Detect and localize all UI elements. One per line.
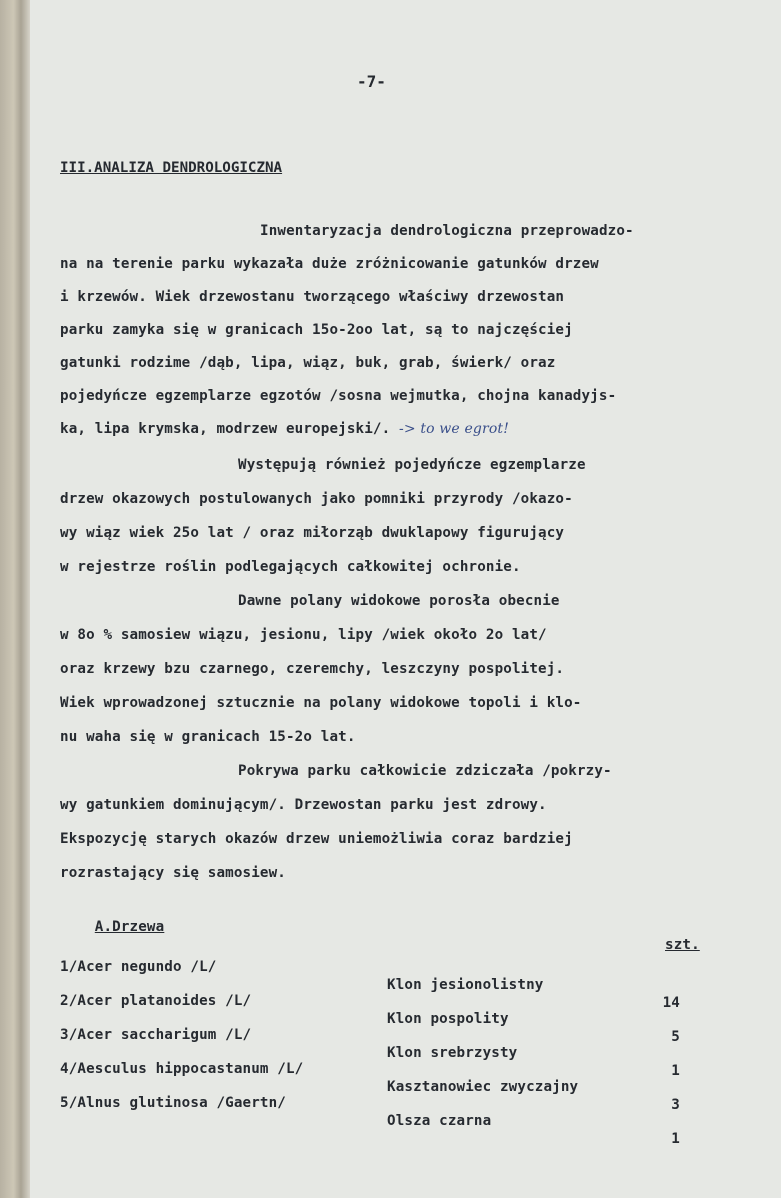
table-heading: A.Drzewa (94, 919, 165, 935)
count: 1 (671, 1063, 680, 1079)
paragraph-line: w 8o % samosiew wiązu, jesionu, lipy /wiek około 2o lat/ (60, 627, 547, 643)
paragraph-line: rozrastający się samosiew. (60, 865, 286, 881)
polish-name: Kasztanowiec zwyczajny (387, 1079, 579, 1095)
paragraph-line: oraz krzewy bzu czarnego, czeremchy, leszczyny pospolitej. (60, 661, 565, 677)
count: 5 (671, 1029, 680, 1045)
latin-name: 2/Acer platanoides /L/ (60, 993, 252, 1009)
paragraph-line: nu waha się w granicach 15-2o lat. (60, 729, 356, 745)
paragraph-line: Ekspozycję starych okazów drzew uniemożliwia coraz bardziej (60, 831, 573, 847)
paragraph-line (60, 420, 509, 438)
paragraph-line: wy gatunkiem dominującym/. Drzewostan parku jest zdrowy. (60, 797, 547, 813)
binder-edge (0, 0, 30, 1198)
paragraph-line: gatunki rodzime /dąb, lipa, wiąz, buk, grab, świerk/ oraz (60, 355, 556, 371)
latin-name: 4/Aesculus hippocastanum /L/ (60, 1061, 304, 1077)
paragraph-line: wy wiąz wiek 25o lat / oraz miłorząb dwuklapowy figurujący (60, 525, 565, 541)
polish-name: Klon jesionolistny (387, 977, 544, 993)
paragraph-text: ka, lipa krymska, modrzew europejski/. (60, 421, 391, 437)
paragraph-line: Pokrywa parku całkowicie zdziczała /pokrzy- (238, 763, 612, 779)
paragraph-line: Inwentaryzacja dendrologiczna przeprowadzo- (260, 223, 634, 239)
polish-name: Klon pospolity (387, 1011, 509, 1027)
count: 3 (671, 1097, 680, 1113)
polish-name: Klon srebrzysty (387, 1045, 518, 1061)
count: 1 (671, 1131, 680, 1147)
count-column-header: szt. (665, 937, 700, 953)
table-row (30, 1076, 730, 1166)
page-number: -7- (357, 72, 386, 91)
latin-name: 3/Acer saccharigum /L/ (60, 1027, 252, 1043)
paragraph-line: na na terenie parku wykazała duże zróżnicowanie gatunków drzew (60, 256, 599, 272)
paragraph-line: drzew okazowych postulowanych jako pomniki przyrody /okazo- (60, 491, 573, 507)
paragraph-line: Wiek wprowadzonej sztucznie na polany widokowe topoli i klo- (60, 695, 582, 711)
paragraph-line: Dawne polany widokowe porosła obecnie (238, 593, 560, 609)
document-page (30, 0, 781, 1198)
latin-name: 5/Alnus glutinosa /Gaertn/ (60, 1095, 286, 1111)
latin-name: 1/Acer negundo /L/ (60, 959, 217, 975)
paragraph-line: parku zamyka się w granicach 15o-2oo lat, są to najczęściej (60, 322, 573, 338)
section-heading: III.ANALIZA DENDROLOGICZNA (60, 160, 283, 176)
paragraph-line: Występują również pojedyńcze egzemplarze (238, 457, 586, 473)
handwritten-note: -> to we egrot! (398, 421, 509, 437)
count: 14 (662, 995, 680, 1011)
paragraph-line: pojedyńcze egzemplarze egzotów /sosna wejmutka, chojna kanadyjs- (60, 388, 617, 404)
paragraph-line: i krzewów. Wiek drzewostanu tworzącego właściwy drzewostan (60, 289, 565, 305)
paragraph-line: w rejestrze roślin podlegających całkowitej ochronie. (60, 559, 521, 575)
polish-name: Olsza czarna (387, 1113, 492, 1129)
